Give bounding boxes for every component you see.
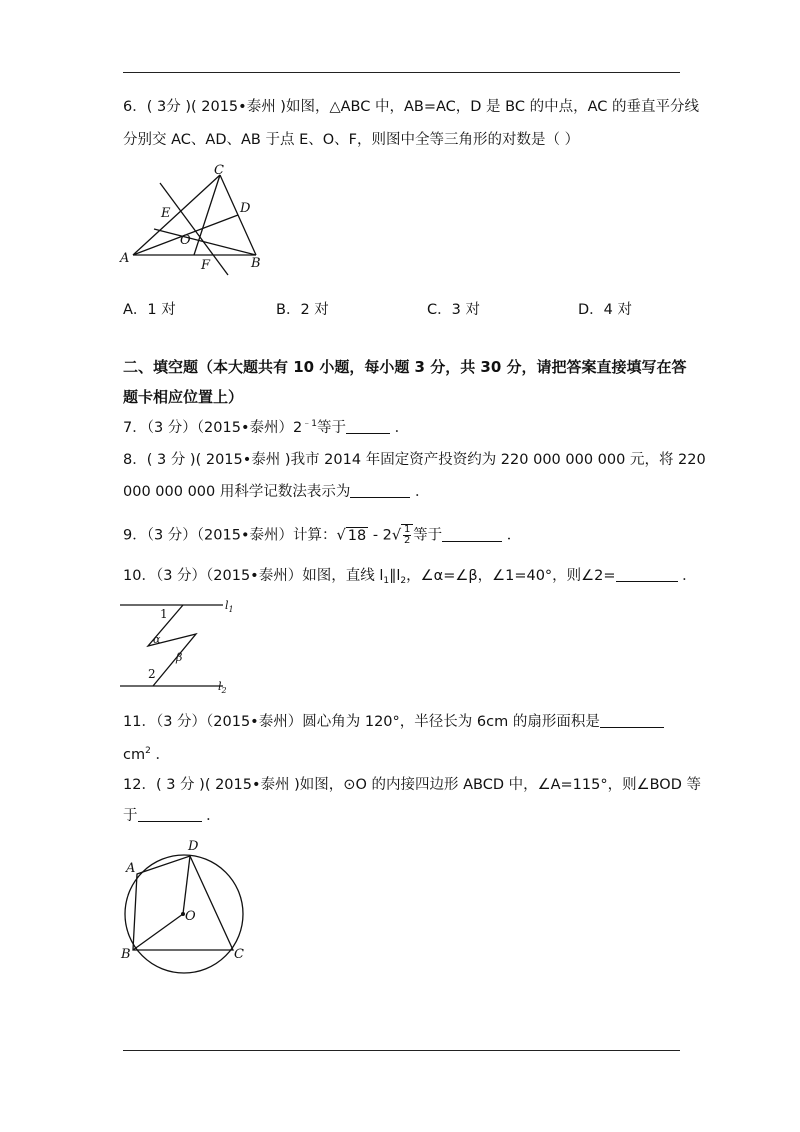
q9-radicand-18: 18: [347, 527, 367, 544]
q10-sub1: 1: [383, 576, 390, 586]
q11-text: 11．（3 分）（2015•泰州）圆心角为 120°，半径长为 6cm 的扇形面积是: [123, 714, 600, 730]
q8-line1: 8．( 3 分 )( 2015•泰州 )我市 2014 年固定资产投资约为 220 000 000 000 元，将 220: [123, 452, 706, 468]
q10-label-2: 2: [148, 667, 156, 681]
q10-mid: ∥l: [389, 568, 401, 584]
q12-line1: 12．( 3 分 )( 2015•泰州 )如图，⊙O 的内接四边形 ABCD 中，∠A=115°，则∠BOD 等: [123, 777, 701, 793]
q11-end: ．: [155, 747, 170, 763]
top-rule: [123, 72, 680, 73]
section2-heading-line2: 题卡相应位置上）: [123, 388, 244, 406]
q10-line: [123, 566, 697, 586]
q12-prefix: 于: [123, 808, 138, 824]
q12-label-O: O: [185, 909, 196, 924]
q9-fraction-denominator: 2: [403, 535, 411, 546]
q10-sub2: 2: [400, 576, 407, 586]
q11-unit-exponent: 2: [145, 746, 151, 756]
q12-line2: [123, 806, 221, 826]
q11-unit: cm: [123, 747, 146, 763]
q8-line2: [123, 482, 429, 502]
q11-answer-blank[interactable]: [600, 713, 664, 728]
q12-end: ．: [206, 808, 221, 824]
q10-label-beta: β: [176, 651, 183, 664]
q12-label-A: A: [126, 861, 136, 876]
q11-line2: [123, 745, 170, 765]
q6-option-a[interactable]: A．1 对: [123, 302, 176, 318]
q6-option-c[interactable]: C．3 对: [427, 302, 480, 318]
q6-line2: 分别交 AC、AD、AB 于点 E、O、F，则图中全等三角形的对数是（ ）: [123, 132, 580, 148]
q10-end: ．: [682, 568, 697, 584]
q12-label-C: C: [234, 947, 244, 962]
q6-line1: 6．( 3分 )( 2015•泰州 )如图，△ABC 中，AB=AC，D 是 BC 的中点，AC 的垂直平分线: [123, 99, 699, 115]
q7-exponent: ﹣1: [302, 419, 317, 429]
q10-parallel-lines-figure: [118, 598, 248, 698]
q8-answer-blank[interactable]: [350, 483, 410, 498]
q8-end: ．: [414, 484, 430, 500]
q6-label-D: D: [240, 201, 251, 216]
q12-label-D: D: [188, 839, 199, 854]
q7-prefix: 7．（3 分）（2015•泰州）2: [123, 420, 303, 436]
q9-end: ．: [506, 527, 522, 544]
q6-label-C: C: [214, 163, 224, 178]
q7-suffix: 等于: [316, 420, 346, 436]
q10-label-l1: [225, 599, 234, 614]
q9-answer-blank[interactable]: [442, 527, 502, 542]
q9-prefix: 9．（3 分）（2015•泰州）计算：: [123, 527, 337, 544]
q10-label-l2: [218, 680, 227, 695]
q6-label-E: E: [161, 206, 171, 221]
q6-label-O: O: [180, 233, 191, 248]
q10-prefix: 10．（3 分）（2015•泰州）如图，直线 l: [123, 568, 384, 584]
q12-answer-blank[interactable]: [138, 807, 202, 822]
q6-label-F: F: [201, 258, 211, 273]
q6-triangle-figure: [118, 165, 278, 275]
q9-minus: - 2: [368, 527, 392, 544]
bottom-rule: [123, 1050, 680, 1051]
q12-circle-figure: [118, 836, 258, 976]
q10-label-alpha: α: [153, 633, 161, 646]
q9-suffix: 等于: [413, 527, 443, 544]
q10-answer-blank[interactable]: [616, 567, 678, 582]
q9-line: 9．（3 分）（2015•泰州）计算：√ 18 - 2√ $\frac{1}{2}$ 等于 ．: [123, 524, 522, 546]
q10-rest: ，∠α=∠β，∠1=40°，则∠2=: [406, 568, 616, 584]
q10-label-1: 1: [160, 607, 168, 621]
section2-heading-line1: 二、填空题（本大题共有 10 小题，每小题 3 分，共 30 分，请把答案直接填写在答: [123, 358, 687, 376]
q7-line: [123, 418, 409, 438]
q7-answer-blank[interactable]: [346, 419, 390, 434]
q6-label-B: B: [251, 256, 261, 271]
q12-label-B: B: [121, 947, 131, 962]
q10-label-l2-sub: 2: [221, 686, 227, 695]
q7-end: ．: [394, 420, 410, 436]
q9-fraction-numerator: 1: [403, 524, 411, 535]
q6-option-b[interactable]: B．2 对: [276, 302, 329, 318]
q6-option-d[interactable]: D．4 对: [578, 302, 632, 318]
q10-label-l1-sub: 1: [228, 605, 234, 614]
q6-label-A: A: [120, 251, 130, 266]
q10-label-l1-letter: l: [225, 599, 229, 612]
q8-line2-text: 000 000 000 用科学记数法表示为: [123, 484, 351, 500]
q10-label-l2-letter: l: [218, 680, 222, 693]
q11-line1: [123, 712, 664, 732]
